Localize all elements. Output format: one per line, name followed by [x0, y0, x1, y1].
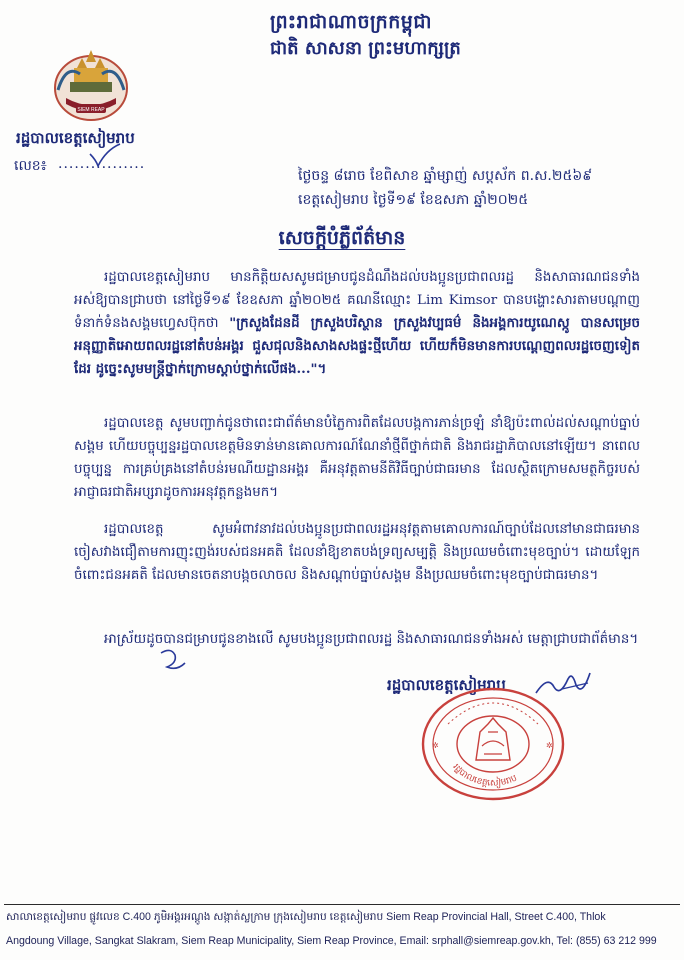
provincial-emblem-icon: [46, 44, 136, 122]
footer-address-line-2: Angdoung Village, Sangkat Slakram, Siem Reap Municipality, Siem Reap Province, Email: srphall@siemreap.gov.kh, Tel: (855) 63 212 999: [6, 935, 657, 947]
issuer-name: រដ្ឋបាលខេត្តសៀមរាប: [16, 129, 135, 147]
official-seal: [418, 684, 568, 802]
svg-text:✲: ✲: [546, 741, 553, 750]
handwritten-initial-icon: [155, 645, 191, 675]
document-title: សេចក្តីបំភ្លឺព័ត៌មាន: [278, 227, 406, 249]
kingdom-title: ព្រះរាជាណាចក្រកម្ពុជា: [270, 11, 432, 33]
signature-title: រដ្ឋបាលខេត្តសៀមរាប: [387, 676, 506, 694]
paragraph-4: អាស្រ័យដូចបានជម្រាបជូនខាងលើ សូមបងប្អូនប្រជាពលរដ្ឋ និងសាធារណជនទាំងអស់ មេត្តាជ្រាបជាព័ត៌មាន។: [104, 632, 639, 647]
emblem-label: SIEM REAP: [77, 107, 105, 113]
footer-address-line-1: សាលាខេត្តសៀមរាប ផ្លូវលេខ C.400 ភូមិអង្គរអណ្តូង សង្កាត់ស្លក្រាម ក្រុងសៀមរាប ខេត្តសៀមរាប Siem Reap Provincial Hall, Street C.400, Thlok: [6, 911, 606, 923]
national-motto: ជាតិ សាសនា ព្រះមហាក្សត្រ: [270, 38, 461, 59]
footer-divider: [4, 904, 680, 905]
paragraph-2: រដ្ឋបាលខេត្ត សូមបញ្ជាក់ជូនថាពេះជាព័ត៌មានបំភ្លៃការពិតដែលបង្កការភាន់ច្រឡំ នាំឱ្យប៉ះពាល់ដល់សណ្តាប់ធ្នាប់សង្គម ហើយបច្ចុប្បន្នរដ្ឋបាលខេត្តមិនទាន់មានគោលការណ៍ណែនាំថ្មីពីថ្នាក់ជាតិ និងរាជរដ្ឋាភិបាលនៅឡើយ។ នាពេលបច្ចុប្បន្ន ការគ្រប់គ្រងនៅតំបន់រមណីយដ្ឋានអង្គរ គឺអនុវត្តតាមនីតិវិធីច្បាប់ជាធរមាន ដែលស្ថិតក្រោមសមត្ថកិច្ចរបស់អាជ្ញាធរជាតិអប្សរាដូចការអនុវត្តកន្លងមក។: [74, 416, 640, 500]
paragraph-1-intro: រដ្ឋបាលខេត្តសៀមរាប មានកិត្តិយសសូមជម្រាបជូនដំណឹងដល់បងប្អូនប្រជាពលរដ្ឋ និងសាធារណជនទាំងអស់ឱ្យបានជ្រាបថា នៅថ្ងៃទី១៩ ខែឧសភា ឆ្នាំ២០២៥ គណនីឈ្មោះ Lim Kimsor បានបង្ហោះសារតាមបណ្តាញទំនាក់ទំនងសង្គមហ្វេសប៊ុកថា: [74, 270, 640, 331]
seal-text-path: រដ្ឋបាលខេត្តសៀមរាប: [450, 762, 519, 789]
lunar-date: ថ្ងៃចន្ទ ៨រោច ខែពិសាខ ឆ្នាំម្សាញ់ សប្តស័ក ព.ស.២៥៦៩: [298, 168, 593, 184]
handwritten-tick-icon: [86, 142, 122, 168]
solar-date: ខេត្តសៀមរាប ថ្ងៃទី១៩ ខែឧសភា ឆ្នាំ២០២៥: [298, 192, 529, 208]
paragraph-1: [74, 266, 640, 381]
reference-dots: ................: [58, 156, 146, 172]
paragraph-1-quote: "ក្រសួងដែនដី ក្រសួងបរិស្ថាន ក្រសួងវប្បធម៌ និងអង្គការយូណេស្កូ បានសម្រេចអនុញ្ញាតិអោយពលរដ្ឋនៅតំបន់អង្គរ ជួសជុលនិងសាងសងផ្ទះថ្មីហើយ ហើយក៏មិនមានការបណ្តេញពលរដ្ឋចេញទៀតដែរ ដូច្នេះសូមមន្ត្រីថ្នាក់ក្រោមស្តាប់ថ្នាក់លើផង..."។: [74, 315, 640, 377]
reference-label: លេខ៖: [14, 158, 47, 174]
seal-text: [450, 762, 519, 788]
svg-text:✲: ✲: [432, 741, 439, 750]
paragraph-3: រដ្ឋបាលខេត្ត សូមអំពាវនាវដល់បងប្អូនប្រជាពលរដ្ឋអនុវត្តតាមគោលការណ៍ច្បាប់ដែលនៅមានជាធរមាន ចៀសវាងជឿតាមការញុះញង់របស់ជនអគតិ ដែលនាំឱ្យខាតបង់ទ្រព្យសម្បត្តិ និងប្រឈមចំពោះមុខច្បាប់។ ដោយឡែកចំពោះជនអគតិ ដែលមានចេតនាបង្កចលាចល និងសណ្តាប់ធ្នាប់សង្គម នឹងប្រឈមចំពោះមុខច្បាប់ជាធរមាន។: [74, 522, 640, 583]
